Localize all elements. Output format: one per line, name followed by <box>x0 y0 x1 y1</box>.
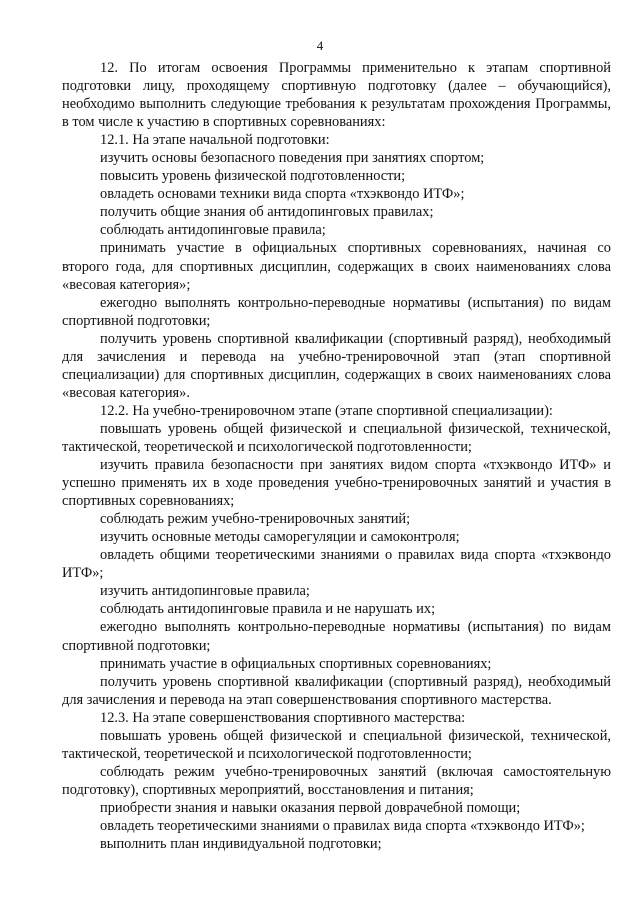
list-item: соблюдать антидопинговые правила и не нарушать их; <box>100 601 436 618</box>
list-item: ежегодно выполнять контрольно-переводные нормативы (испытания) по видам спортивной подготовки; <box>62 294 611 329</box>
list-item: приобрести знания и навыки оказания первой доврачебной помощи; <box>100 799 521 816</box>
list-item: получить общие знания об антидопинговых правилах; <box>100 204 434 221</box>
list-item: изучить правила безопасности при занятиях видом спорта «тхэквондо ИТФ» и успешно применять их в ходе проведения учебно-тренировочных занятий и участия в спортивных соревнованиях; <box>62 457 611 510</box>
list-item: повышать уровень общей физической и специальной физической, технической, тактической, теоретической и психологической подготовленности; <box>62 727 611 762</box>
list-item: изучить антидопинговые правила; <box>100 583 310 600</box>
paragraph-12: 12. По итогам освоения Программы применительно к этапам спортивной подготовки лицу, проходящему спортивную подготовку (далее – обучающийся), необходимо выполнить следующие требования к результатам прохождения Программы, в том числе к участию в спортивных соревнованиях: <box>62 60 611 131</box>
list-item: принимать участие в официальных спортивных соревнованиях, начиная со второго года, для спортивных дисциплин, содержащих в своих наименованиях слова «весовая категория»; <box>62 240 611 293</box>
list-item: овладеть теоретическими знаниями о правилах вида спорта «тхэквондо ИТФ»; <box>100 817 585 834</box>
list-item: повышать уровень общей физической и специальной физической, технической, тактической, теоретической и психологической подготовленности; <box>62 420 611 455</box>
list-item: соблюдать режим учебно-тренировочных занятий; <box>100 511 411 528</box>
list-item: соблюдать антидопинговые правила; <box>100 222 326 239</box>
list-item: ежегодно выполнять контрольно-переводные нормативы (испытания) по видам спортивной подготовки; <box>62 619 611 654</box>
list-item: выполнить план индивидуальной подготовки; <box>100 836 382 853</box>
heading-12-1: 12.1. На этапе начальной подготовки: <box>100 132 330 149</box>
list-item: изучить основы безопасного поведения при занятиях спортом; <box>100 150 485 167</box>
list-item: получить уровень спортивной квалификации (спортивный разряд), необходимый для зачисления и перевода на учебно-тренировочной этап (этап спортивной специализации) для спортивных дисциплин, содержащих в своих наименованиях слова «весовая категория». <box>62 330 611 401</box>
heading-12-2: 12.2. На учебно-тренировочном этапе (этапе спортивной специализации): <box>100 402 553 419</box>
document-body <box>62 59 611 853</box>
list-item: принимать участие в официальных спортивных соревнованиях; <box>100 655 492 672</box>
heading-12-3: 12.3. На этапе совершенствования спортивного мастерства: <box>100 709 466 726</box>
list-item: овладеть общими теоретическими знаниями о правилах вида спорта «тхэквондо ИТФ»; <box>62 547 611 582</box>
page-number: 4 <box>316 38 324 53</box>
list-item: получить уровень спортивной квалификации (спортивный разряд), необходимый для зачисления и перевода на этап совершенствования спортивного мастерства. <box>62 673 611 708</box>
list-item: овладеть основами техники вида спорта «тхэквондо ИТФ»; <box>100 186 465 203</box>
list-item: изучить основные методы саморегуляции и самоконтроля; <box>100 529 460 546</box>
list-item: повысить уровень физической подготовленности; <box>100 168 406 185</box>
list-item: соблюдать режим учебно-тренировочных занятий (включая самостоятельную подготовку), спортивных мероприятий, восстановления и питания; <box>62 763 611 798</box>
